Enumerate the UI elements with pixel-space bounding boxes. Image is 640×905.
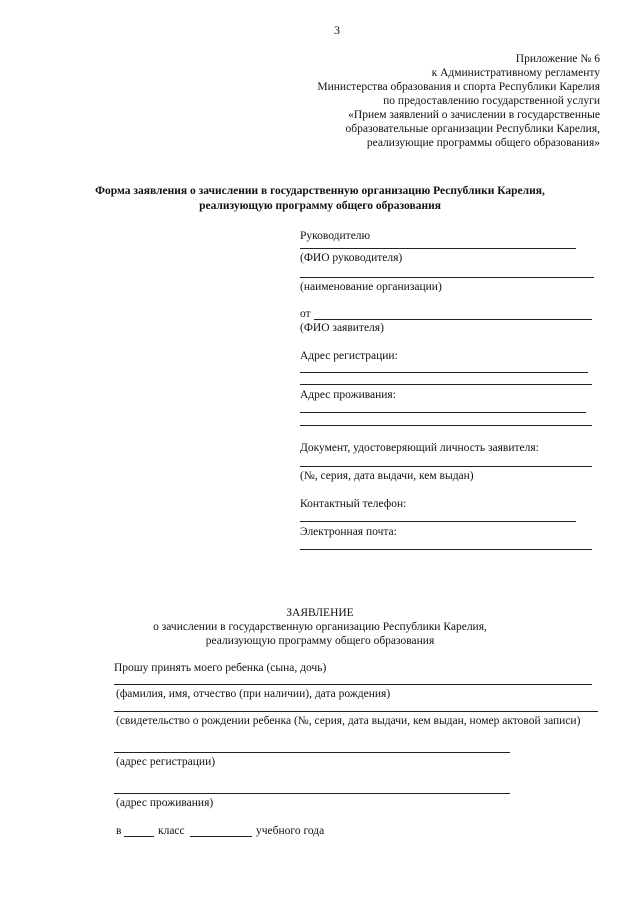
appendix-line: Министерства образования и спорта Республики Карелия <box>317 81 600 93</box>
child-residence-field[interactable] <box>114 793 510 794</box>
organization-field[interactable] <box>300 277 594 278</box>
class-label: класс <box>158 825 185 837</box>
child-registration-field[interactable] <box>114 752 510 753</box>
applicant-name-field[interactable] <box>314 319 592 320</box>
birth-certificate-field[interactable] <box>114 711 598 712</box>
child-caption: (фамилия, имя, отчество (при наличии), дата рождения) <box>116 688 391 700</box>
registration-label: Адрес регистрации: <box>300 350 398 362</box>
id-doc-caption: (№, серия, дата выдачи, кем выдан) <box>300 470 474 482</box>
registration-field-2[interactable] <box>300 384 592 385</box>
residence-field-1[interactable] <box>300 412 586 413</box>
form-title-line: реализующую программу общего образования <box>199 200 441 212</box>
id-doc-label: Документ, удостоверяющий личность заявителя: <box>300 442 539 454</box>
head-name-field[interactable] <box>300 248 576 249</box>
statement-subtitle: о зачислении в государственную организацию Республики Карелия, <box>153 621 487 633</box>
head-name-caption: (ФИО руководителя) <box>300 252 403 264</box>
child-residence-caption: (адрес проживания) <box>116 797 214 809</box>
phone-label: Контактный телефон: <box>300 498 407 510</box>
form-title-line: Форма заявления о зачислении в государственную организацию Республики Карелия, <box>95 185 545 197</box>
statement-subtitle: реализующую программу общего образования <box>205 635 435 647</box>
appendix-line: реализующие программы общего образования» <box>366 137 600 149</box>
appendix-line: к Административному регламенту <box>431 67 600 79</box>
residence-field-2[interactable] <box>300 425 592 426</box>
from-label: от <box>300 308 311 320</box>
appendix-line: «Прием заявлений о зачислении в государственные <box>348 109 600 121</box>
statement-heading: ЗАЯВЛЕНИЕ <box>286 607 354 619</box>
email-field[interactable] <box>300 549 592 550</box>
birth-certificate-caption: (свидетельство о рождении ребенка (№, серия, дата выдачи, кем выдан, номер актовой записи) <box>116 715 581 727</box>
applicant-caption: (ФИО заявителя) <box>300 322 384 334</box>
appendix-line: по предоставлению государственной услуги <box>383 95 600 107</box>
school-year-label: учебного года <box>256 825 325 837</box>
school-year-field[interactable] <box>190 836 252 837</box>
class-prefix: в <box>116 825 122 837</box>
email-label: Электронная почта: <box>300 526 397 538</box>
appendix-line: образовательные организации Республики Карелия, <box>345 123 600 135</box>
page-number: 3 <box>334 23 340 37</box>
registration-field-1[interactable] <box>300 372 588 373</box>
child-name-field[interactable] <box>114 684 592 685</box>
residence-label: Адрес проживания: <box>300 389 396 401</box>
head-label: Руководителю <box>300 230 371 242</box>
id-doc-field[interactable] <box>300 466 592 467</box>
child-registration-caption: (адрес регистрации) <box>116 756 216 768</box>
class-number-field[interactable] <box>124 836 154 837</box>
appendix-line: Приложение № 6 <box>515 53 600 65</box>
phone-field[interactable] <box>300 521 576 522</box>
organization-caption: (наименование организации) <box>300 281 442 293</box>
request-text: Прошу принять моего ребенка (сына, дочь) <box>114 662 327 674</box>
